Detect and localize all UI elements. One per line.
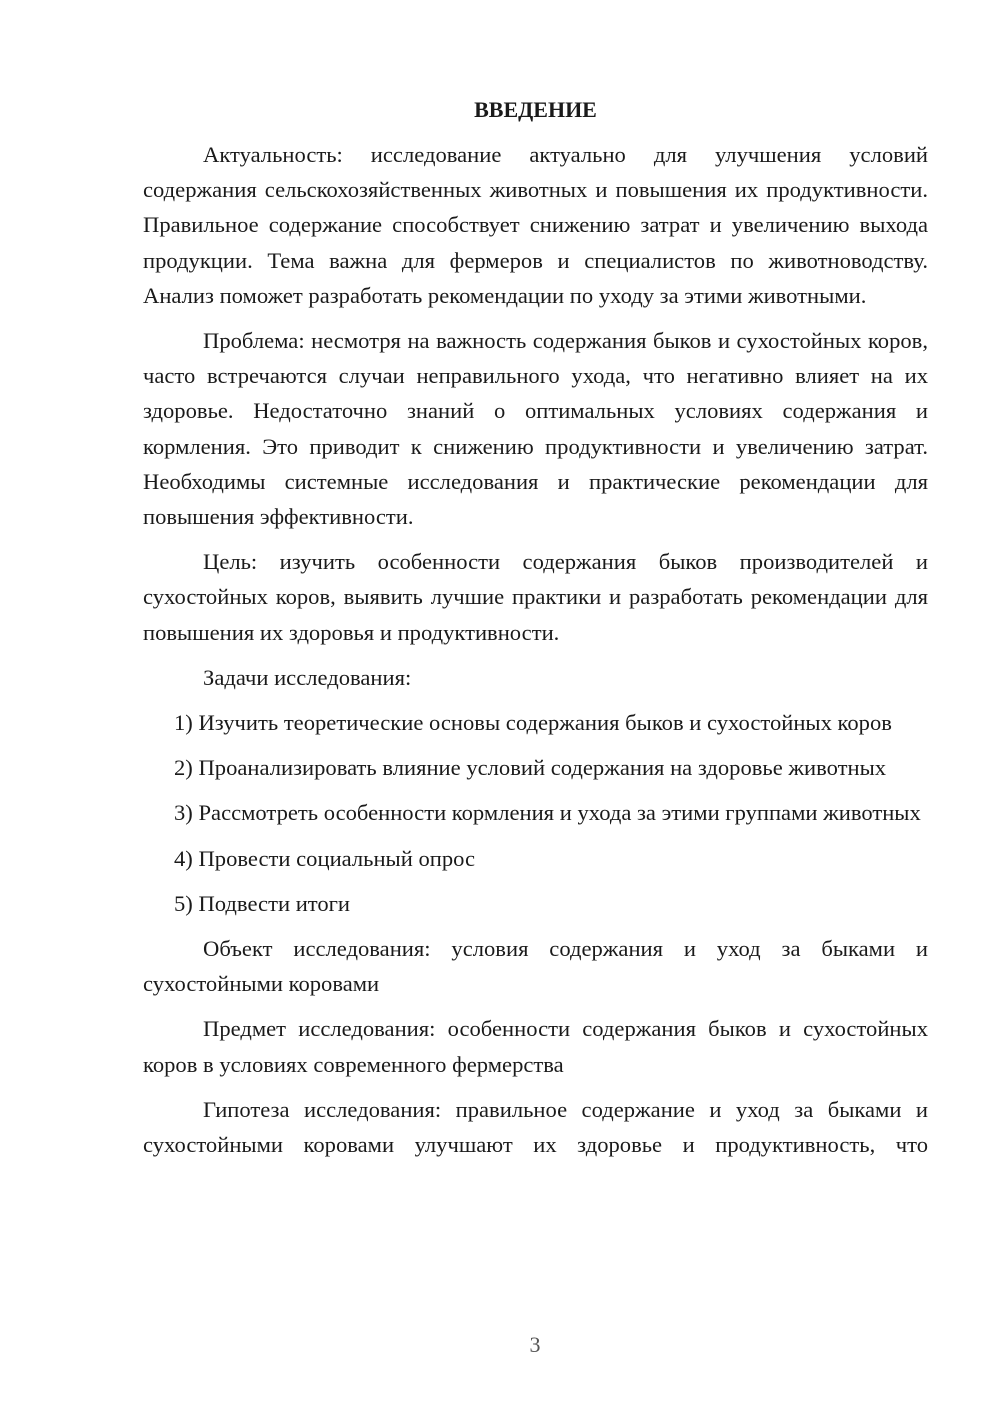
paragraph-object: Объект исследования: условия содержания и уход за быками и сухостойными коровами	[143, 936, 928, 997]
task-item: 2) Проанализировать влияние условий содержания на здоровье животных	[174, 755, 887, 781]
task-item: 1) Изучить теоретические основы содержания быков и сухостойных коров	[174, 710, 892, 736]
paragraph-goal: Цель: изучить особенности содержания быков производителей и сухостойных коров, выявить лучшие практики и разработать рекомендации для повышения их здоровья и продуктивности.	[143, 549, 928, 645]
tasks-heading: Задачи исследования:	[203, 664, 412, 690]
paragraph-subject: Предмет исследования: особенности содержания быков и сухостойных коров в условиях современного фермерства	[143, 1016, 928, 1077]
document-page	[143, 92, 928, 1162]
page-number: 3	[529, 1332, 541, 1357]
paragraph-relevance: Актуальность: исследование актуально для улучшения условий содержания сельскохозяйственных животных и повышения их продуктивности. Правильное содержание способствует снижению затрат и увеличению выхода продукции. Тема важна для фермеров и специалистов по животноводству. Анализ поможет разработать рекомендации по уходу за этими животными.	[143, 142, 928, 308]
paragraph-problem: Проблема: несмотря на важность содержания быков и сухостойных коров, часто встречаются случаи неправильного ухода, что негативно влияет на их здоровье. Недостаточно знаний о оптимальных условиях содержания и кормления. Это приводит к снижению продуктивности и увеличению затрат. Необходимы системные исследования и практические рекомендации для повышения эффективности.	[143, 328, 928, 530]
task-item: 4) Провести социальный опрос	[174, 845, 476, 871]
section-title: ВВЕДЕНИЕ	[474, 97, 597, 122]
task-item: 3) Рассмотреть особенности кормления и ухода за этими группами животных	[174, 800, 921, 826]
paragraph-hypothesis: Гипотеза исследования: правильное содержание и уход за быками и сухостойными коровами улучшают их здоровье и продуктивность, что	[143, 1096, 928, 1158]
task-item: 5) Подвести итоги	[174, 890, 351, 916]
